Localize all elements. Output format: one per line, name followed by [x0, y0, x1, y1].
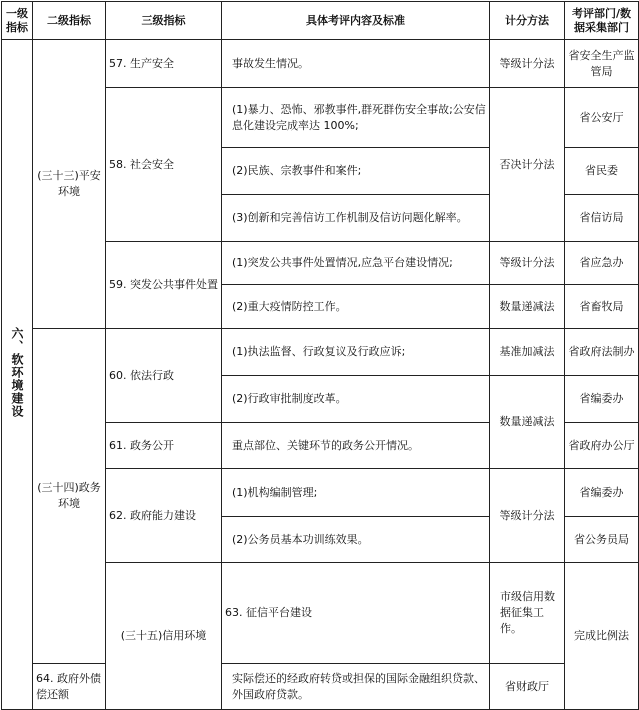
header-row [2, 2, 639, 40]
dept-60-1: 省政府法制办 [565, 329, 639, 376]
header-method: 计分方法 [490, 2, 565, 40]
dept-64: 省财政厅 [490, 664, 565, 710]
header-level2: 二级指标 [33, 2, 106, 40]
method-58: 否决计分法 [490, 88, 565, 242]
table-row [2, 664, 639, 710]
level1-cell [2, 40, 33, 710]
dept-58-3: 省信访局 [565, 195, 639, 242]
dept-58-1: 省公安厅 [565, 88, 639, 148]
header-level1: 一级指标 [2, 2, 33, 40]
content-58-2: (2)民族、宗教事件和案件; [222, 148, 490, 195]
content-60-1: (1)执法监督、行政复议及行政应诉; [222, 329, 490, 376]
method-63-64: 完成比例法 [565, 563, 639, 710]
dept-62-1: 省编委办 [565, 469, 639, 517]
header-content: 具体考评内容及标准 [222, 2, 490, 40]
indicator-58: 58. 社会安全 [106, 88, 222, 242]
content-60-2: (2)行政审批制度改革。 [222, 376, 490, 423]
content-59-1: (1)突发公共事件处置情况,应急平台建设情况; [222, 242, 490, 285]
dept-62-2: 省公务员局 [565, 517, 639, 563]
header-level3: 三级指标 [106, 2, 222, 40]
method-57: 等级计分法 [490, 40, 565, 88]
table-row [2, 329, 639, 376]
dept-60-2: 省编委办 [565, 376, 639, 423]
indicator-57: 57. 生产安全 [106, 40, 222, 88]
indicator-61: 61. 政务公开 [106, 423, 222, 469]
indicator-63: 63. 征信平台建设 [222, 563, 490, 664]
content-62-2: (2)公务员基本功训练效果。 [222, 517, 490, 563]
section-35: (三十五)信用环境 [106, 563, 222, 710]
dept-59-2: 省畜牧局 [565, 285, 639, 329]
content-59-2: (2)重大疫情防控工作。 [222, 285, 490, 329]
dept-61: 省政府办公厅 [565, 423, 639, 469]
content-63: 市级信用数据征集工作。 [490, 563, 565, 664]
table-row [2, 40, 639, 88]
indicator-59: 59. 突发公共事件处置 [106, 242, 222, 329]
method-62: 等级计分法 [490, 469, 565, 563]
indicator-60: 60. 依法行政 [106, 329, 222, 423]
dept-58-2: 省民委 [565, 148, 639, 195]
method-59-2: 数量递减法 [490, 285, 565, 329]
content-58-3: (3)创新和完善信访工作机制及信访问题化解率。 [222, 195, 490, 242]
method-60-1: 基准加减法 [490, 329, 565, 376]
dept-59-1: 省应急办 [565, 242, 639, 285]
content-62-1: (1)机构编制管理; [222, 469, 490, 517]
section-33: (三十三)平安环境 [33, 40, 106, 329]
dept-57: 省安全生产监管局 [565, 40, 639, 88]
level1-label: 六、软环境建设 [10, 326, 24, 418]
content-64: 实际偿还的经政府转贷或担保的国际金融组织贷款、外国政府贷款。 [222, 664, 490, 710]
method-60-61: 数量递减法 [490, 376, 565, 469]
indicator-table [1, 1, 639, 710]
section-34: (三十四)政务环境 [33, 329, 106, 664]
header-dept: 考评部门/数据采集部门 [565, 2, 639, 40]
content-61: 重点部位、关键环节的政务公开情况。 [222, 423, 490, 469]
indicator-64: 64. 政府外债偿还额 [33, 664, 106, 710]
method-59-1: 等级计分法 [490, 242, 565, 285]
indicator-62: 62. 政府能力建设 [106, 469, 222, 563]
content-57: 事故发生情况。 [222, 40, 490, 88]
content-58-1: (1)暴力、恐怖、邪教事件,群死群伤安全事故;公安信息化建设完成率达 100%; [222, 88, 490, 148]
